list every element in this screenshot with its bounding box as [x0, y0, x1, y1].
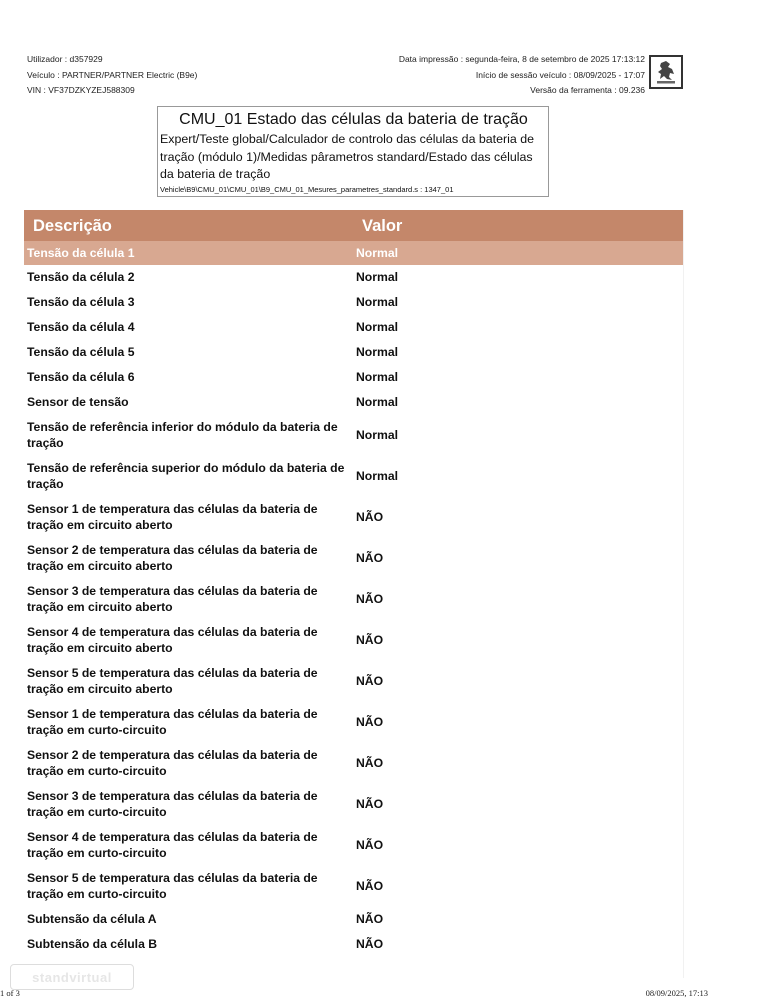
row-description: Tensão da célula 5 — [27, 345, 135, 359]
table-row[interactable] — [24, 538, 683, 579]
row-description: Sensor 5 de temperatura das células da bateria de tração em circuito aberto — [27, 666, 318, 696]
table-row[interactable] — [24, 784, 683, 825]
column-value: Valor — [362, 217, 403, 235]
row-value: Normal — [356, 345, 398, 359]
row-value: NÃO — [356, 797, 384, 811]
row-value: Normal — [356, 428, 398, 442]
peugeot-logo — [649, 55, 683, 89]
watermark-logo — [10, 964, 134, 990]
user-label: Utilizador : d357929 — [27, 54, 103, 64]
row-description: Tensão da célula 6 — [27, 370, 135, 384]
row-description: Tensão da célula 4 — [27, 320, 135, 334]
row-value: NÃO — [356, 756, 384, 770]
table-row[interactable] — [24, 290, 683, 315]
row-value: NÃO — [356, 510, 384, 524]
table-row[interactable] — [24, 907, 683, 932]
report-file: Vehicle\B9\CMU_01\CMU_01\B9_CMU_01_Mesures_parametres_standard.s : 1347_01 — [160, 184, 454, 194]
table-header — [24, 210, 683, 241]
table-row[interactable] — [24, 390, 683, 415]
parameters-table — [24, 210, 684, 978]
row-description: Sensor 4 de temperatura das células da bateria de tração em curto-circuito — [27, 830, 318, 860]
table-row[interactable] — [24, 497, 683, 538]
table-row[interactable] — [24, 702, 683, 743]
table-row[interactable] — [24, 265, 683, 290]
row-value: Normal — [356, 270, 398, 284]
table-row[interactable] — [24, 579, 683, 620]
table-row[interactable] — [24, 866, 683, 907]
row-value: Normal — [356, 469, 398, 483]
session-info — [27, 52, 197, 99]
table-row[interactable] — [24, 315, 683, 340]
table-row[interactable] — [24, 340, 683, 365]
table-row[interactable] — [24, 456, 683, 497]
page-number: 1 of 3 — [0, 988, 20, 998]
row-value: NÃO — [356, 715, 384, 729]
row-description: Sensor 5 de temperatura das células da bateria de tração em curto-circuito — [27, 871, 318, 901]
row-value: Normal — [356, 320, 398, 334]
row-value: NÃO — [356, 937, 384, 951]
report-path: Expert/Teste global/Calculador de controlo das células da bateria de tração (módulo 1)/Medidas pârametros standard/Estado das células da bateria de tração — [160, 132, 535, 181]
row-description: Tensão da célula 1 — [27, 246, 135, 260]
row-value: NÃO — [356, 838, 384, 852]
watermark-text: standvirtual — [32, 969, 112, 985]
row-description: Sensor 4 de temperatura das células da bateria de tração em circuito aberto — [27, 625, 318, 655]
table-row[interactable] — [24, 620, 683, 661]
row-description: Sensor de tensão — [27, 395, 129, 409]
row-value: Normal — [356, 246, 398, 260]
table-row[interactable] — [24, 661, 683, 702]
vehicle-label: Veículo : PARTNER/PARTNER Electric (B9e) — [27, 69, 198, 80]
table-row[interactable] — [24, 743, 683, 784]
report-title: CMU_01 Estado das células da bateria de tração — [179, 111, 528, 128]
report-title-box — [157, 106, 549, 197]
row-description: Subtensão da célula A — [27, 912, 157, 926]
row-description: Tensão de referência superior do módulo da bateria de tração — [27, 461, 345, 491]
row-description: Sensor 1 de temperatura das células da bateria de tração em curto-circuito — [27, 707, 318, 737]
row-description: Sensor 1 de temperatura das células da bateria de tração em circuito aberto — [27, 502, 318, 532]
table-row[interactable] — [24, 365, 683, 390]
print-timestamp: 08/09/2025, 17:13 — [645, 988, 708, 998]
print-date: Data impressão : segunda-feira, 8 de setembro de 2025 17:13:12 — [398, 54, 645, 64]
tool-version: Versão da ferramenta : 09.236 — [530, 85, 645, 95]
table-row[interactable] — [24, 415, 683, 456]
row-description: Tensão da célula 2 — [27, 270, 135, 284]
table-row[interactable] — [24, 825, 683, 866]
row-description: Tensão da célula 3 — [27, 295, 135, 309]
row-value: Normal — [356, 370, 398, 384]
row-value: NÃO — [356, 592, 384, 606]
row-value: Normal — [356, 295, 398, 309]
lion-icon — [655, 60, 677, 84]
table-body — [24, 241, 683, 957]
table-row[interactable] — [24, 932, 683, 957]
row-description: Sensor 3 de temperatura das células da bateria de tração em circuito aberto — [27, 584, 318, 614]
row-value: Normal — [356, 395, 398, 409]
row-value: NÃO — [356, 633, 384, 647]
session-start: Início de sessão veículo : 08/09/2025 - 17:07 — [475, 69, 645, 80]
vin-label: VIN : VF37DZKYZEJ588309 — [27, 85, 135, 95]
row-value: NÃO — [356, 674, 384, 688]
table-row[interactable] — [24, 241, 683, 265]
row-value: NÃO — [356, 551, 384, 565]
print-info — [399, 52, 645, 99]
row-description: Sensor 3 de temperatura das células da bateria de tração em curto-circuito — [27, 789, 318, 819]
row-description: Subtensão da célula B — [27, 937, 158, 951]
row-description: Tensão de referência inferior do módulo da bateria de tração — [27, 420, 338, 450]
row-value: NÃO — [356, 879, 384, 893]
column-description: Descrição — [33, 217, 112, 235]
row-description: Sensor 2 de temperatura das células da bateria de tração em circuito aberto — [27, 543, 318, 573]
row-value: NÃO — [356, 912, 384, 926]
row-description: Sensor 2 de temperatura das células da bateria de tração em curto-circuito — [27, 748, 318, 778]
